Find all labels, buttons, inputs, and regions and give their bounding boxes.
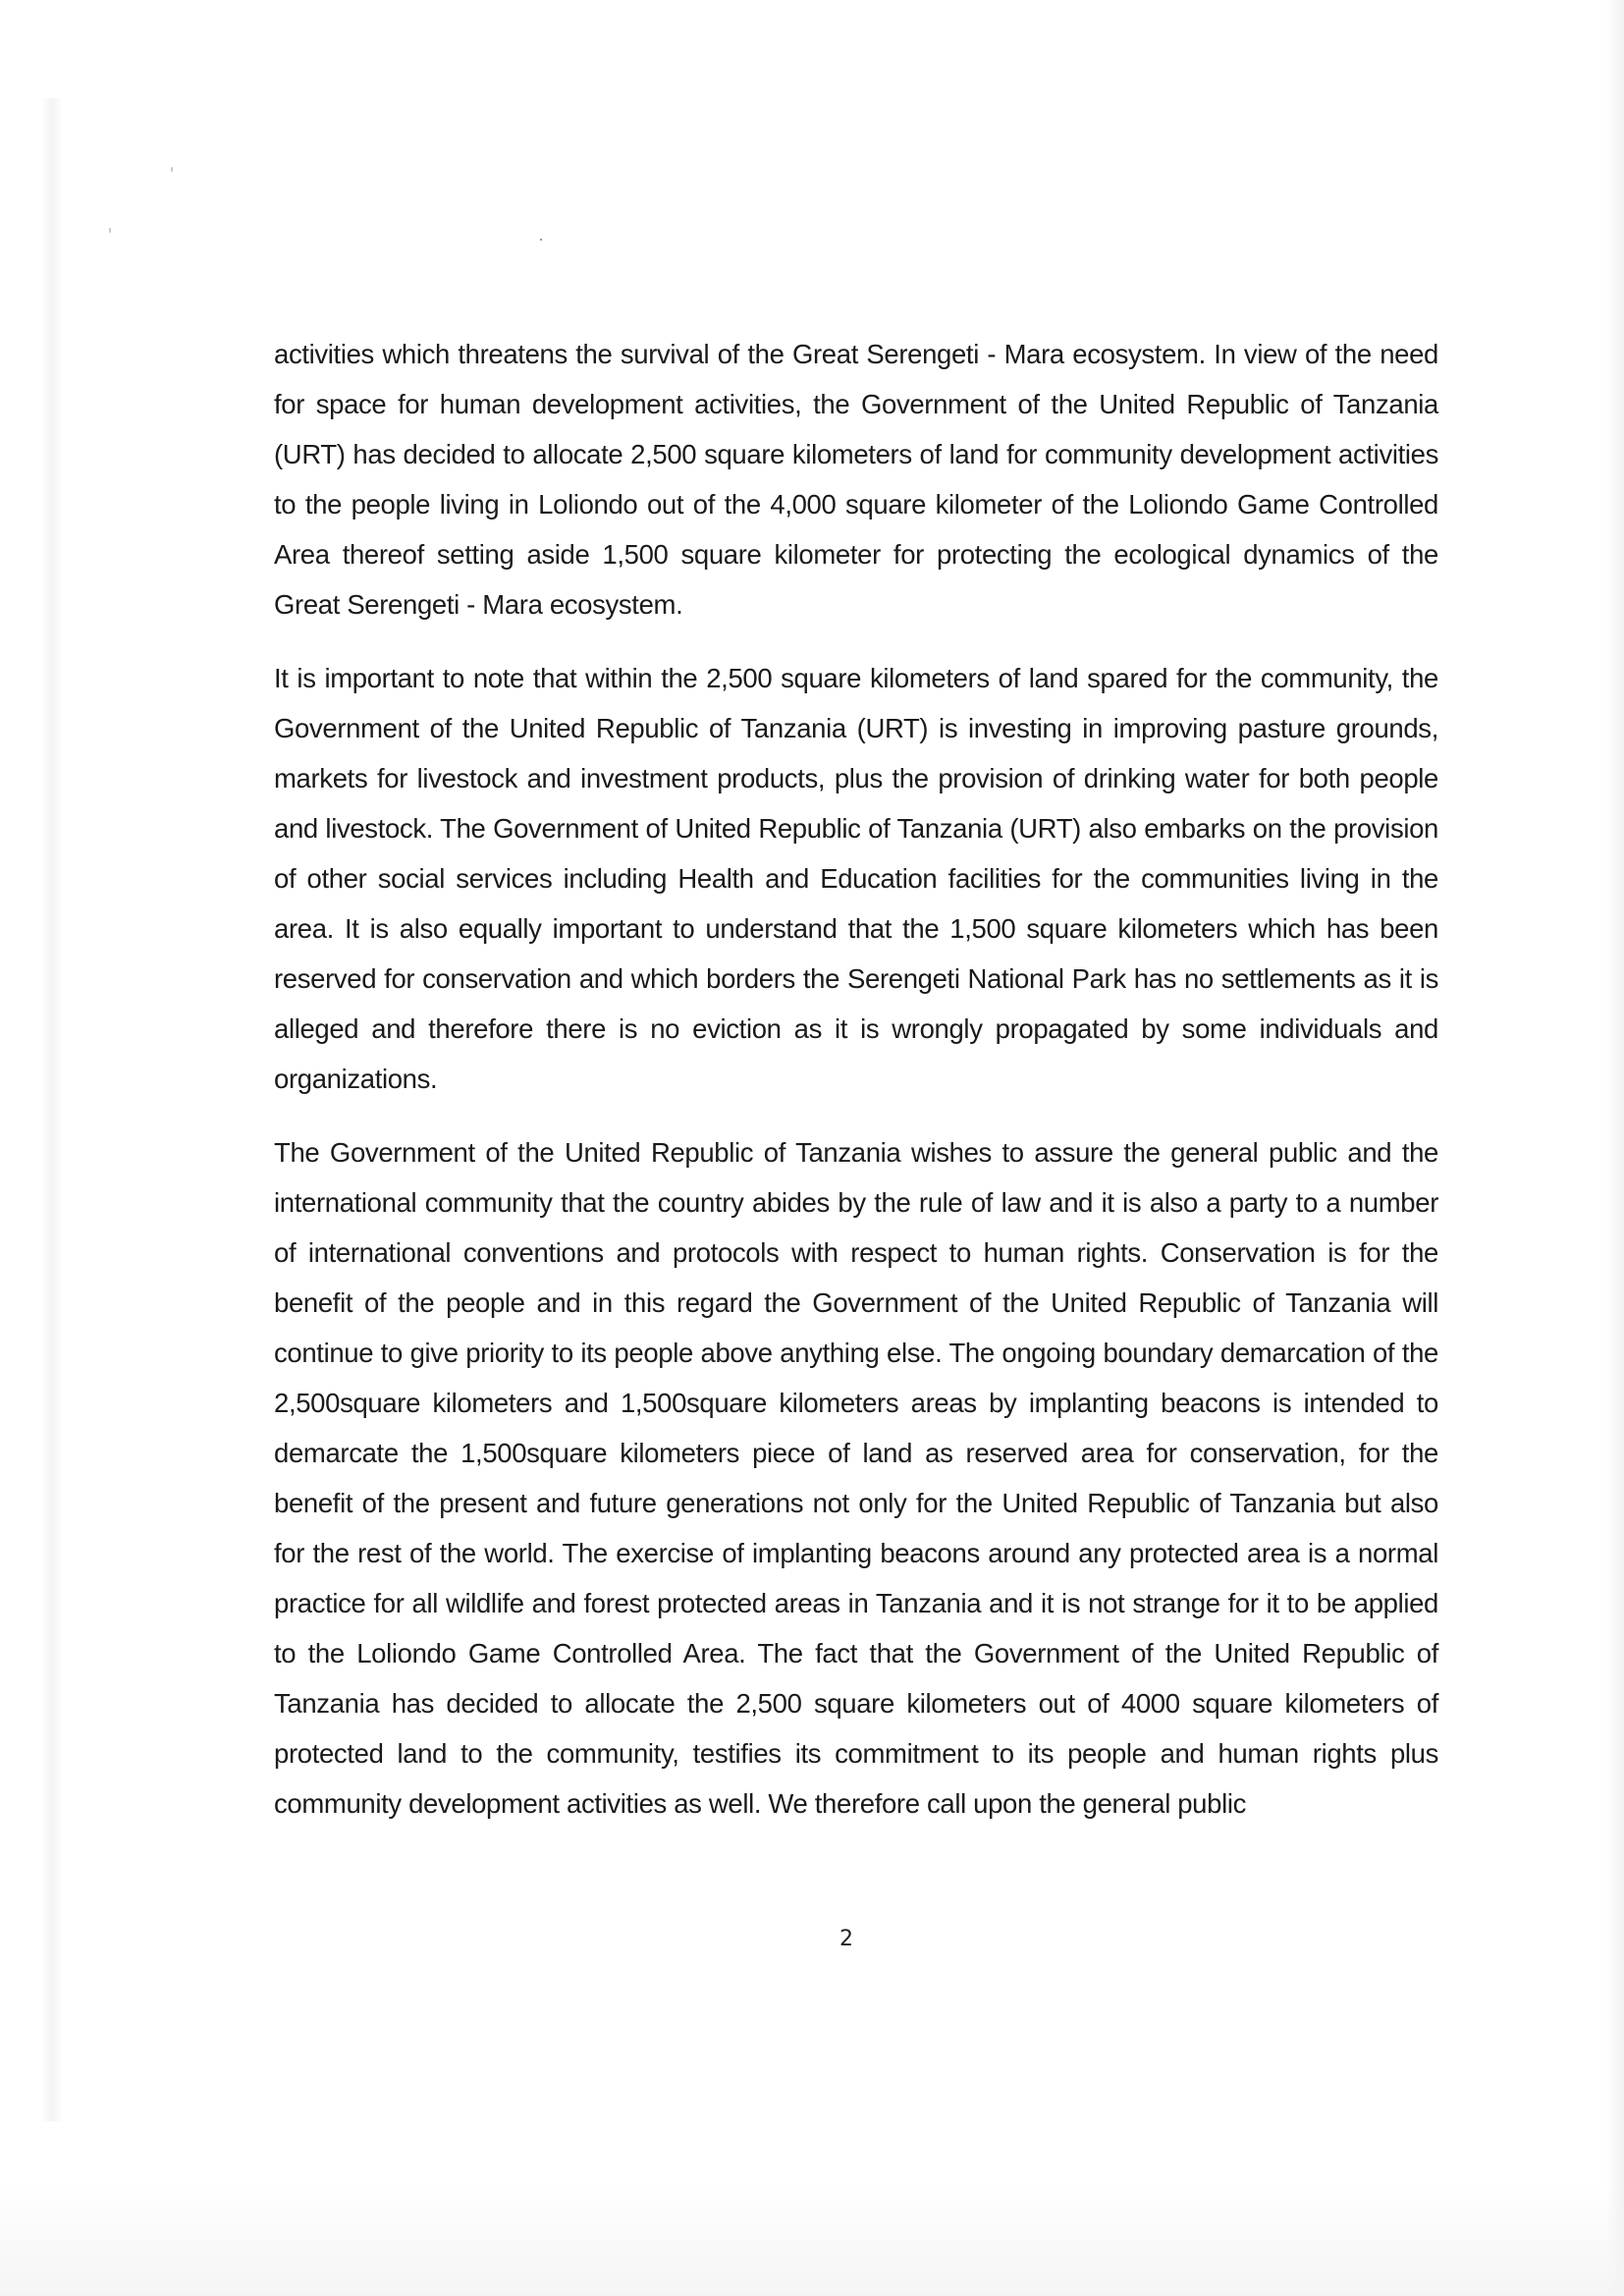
scan-speck [540, 239, 542, 241]
paragraph-loliondo-allocation: activities which threatens the survival of the Great Serengeti - Mara ecosystem. In view of the need for space for human development activities, the Government of the United Republic of Tanzania (URT) has decided to allocate 2,500 square kilometers of land for community development activities to the people living in Loliondo out of the 4,000 square kilometer of the Loliondo Game Controlled Area thereof setting aside 1,500 square kilometer for protecting the ecological dynamics of the Great Serengeti - Mara ecosystem. [274, 339, 1438, 620]
paragraph-government-assurance: The Government of the United Republic of Tanzania wishes to assure the general public and the international community that the country abides by the rule of law and it is also a party to a number of international conventions and protocols with respect to human rights. Conservation is for the benefit of the people and in this regard the Government of the United Republic of Tanzania will continue to give priority to its people above anything else. The ongoing boundary demarcation of the 2,500square kilometers and 1,500square kilometers areas by implanting beacons is intended to demarcate the 1,500square kilometers piece of land as reserved area for conservation, for the benefit of the present and future generations not only for the United Republic of Tanzania but also for the rest of the world. The exercise of implanting beacons around any protected area is a normal practice for all wildlife and forest protected areas in Tanzania and it is not strange for it to be applied to the Loliondo Game Controlled Area. The fact that the Government of the United Republic of Tanzania has decided to allocate the 2,500 square kilometers out of 4000 square kilometers of protected land to the community, testifies its commitment to its people and human rights plus community development activities as well. We therefore call upon the general public [274, 1137, 1438, 1819]
scan-speck [171, 167, 173, 172]
scan-shadow-left [41, 98, 63, 2121]
scan-shadow-bottom [0, 2180, 1624, 2296]
page-number: 2 [839, 1927, 853, 1951]
document-body [274, 329, 1438, 1829]
scan-shadow-right [1606, 0, 1624, 2296]
scan-speck [109, 228, 111, 233]
paragraph-community-investment: It is important to note that within the 2,500 square kilometers of land spared for the community, the Government of the United Republic of Tanzania (URT) is investing in improving pasture grounds, markets for livestock and investment products, plus the provision of drinking water for both people and livestock. The Government of United Republic of Tanzania (URT) also embarks on the provision of other social services including Health and Education facilities for the communities living in the area. It is also equally important to understand that the 1,500 square kilometers which has been reserved for conservation and which borders the Serengeti National Park has no settlements as it is alleged and therefore there is no eviction as it is wrongly propagated by some individuals and organizations. [274, 663, 1438, 1094]
